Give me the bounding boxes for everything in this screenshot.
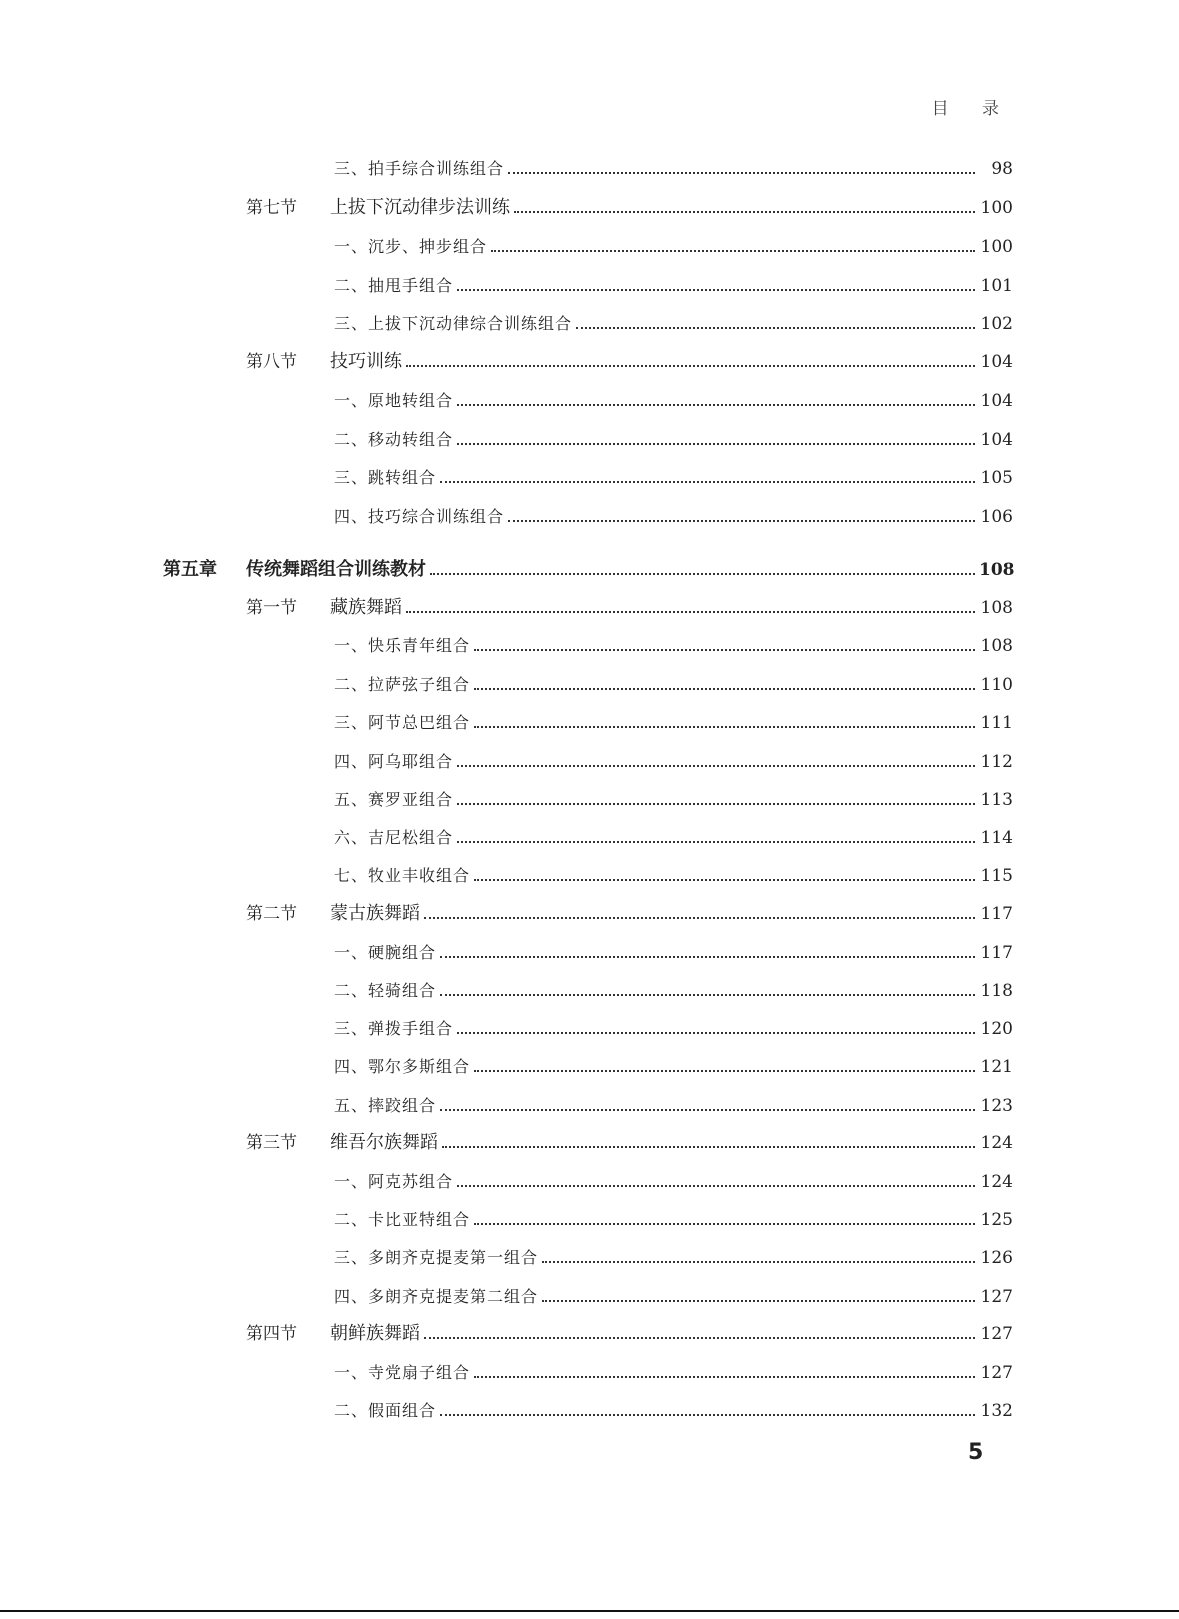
entry-page-number: 115 [980,866,1013,886]
dot-leader [430,573,975,575]
toc-entry[interactable] [0,744,1179,774]
toc-entry[interactable] [0,935,1179,965]
dot-leader [514,211,975,213]
toc-entry[interactable] [0,590,1179,620]
toc-entry[interactable] [0,552,1179,582]
toc-entry[interactable] [0,344,1179,374]
dot-leader [424,917,975,919]
entry-page-number: 104 [980,430,1013,450]
dot-leader [508,520,975,522]
dot-leader [457,1185,975,1187]
entry-page-number: 106 [980,507,1013,527]
entry-title: 二、移动转组合 [334,430,454,449]
dot-leader [542,1300,975,1302]
entry-page-number: 113 [980,790,1013,810]
entry-page-number: 117 [980,904,1013,924]
entry-title: 上拔下沉动律步法训练 [330,197,510,218]
entry-title: 二、抽甩手组合 [334,276,454,295]
entry-title: 六、吉尼松组合 [334,828,454,847]
dot-leader [457,1032,975,1034]
entry-page-number: 104 [980,352,1013,372]
entry-page-number: 123 [980,1096,1013,1116]
chapter-number: 第五章 [163,559,217,580]
toc-entry[interactable] [0,1164,1179,1194]
entry-page-number: 110 [980,675,1013,695]
dot-leader [406,365,975,367]
dot-leader [440,1109,975,1111]
dot-leader [442,1146,975,1148]
entry-page-number: 117 [980,943,1013,963]
toc-entry[interactable] [0,1125,1179,1155]
entry-title: 一、原地转组合 [334,391,454,410]
entry-page-number: 114 [980,828,1013,848]
toc-entry[interactable] [0,667,1179,697]
entry-title: 四、阿乌耶组合 [334,752,454,771]
entry-title: 一、沉步、抻步组合 [334,237,488,256]
toc-entry[interactable] [0,1355,1179,1385]
dot-leader [508,172,975,174]
dot-leader [440,1414,975,1416]
entry-title: 二、轻骑组合 [334,981,437,1000]
entry-page-number: 101 [980,276,1013,296]
entry-title: 三、拍手综合训练组合 [334,159,505,178]
entry-page-number: 127 [980,1287,1013,1307]
section-number: 第一节 [246,598,297,618]
entry-title: 四、技巧综合训练组合 [334,507,505,526]
section-number: 第八节 [246,352,297,372]
toc-entry[interactable] [0,973,1179,1003]
toc-entry[interactable] [0,190,1179,220]
dot-leader [474,726,975,728]
toc-entry[interactable] [0,229,1179,259]
entry-title: 三、上拔下沉动律综合训练组合 [334,314,573,333]
toc-entry[interactable] [0,499,1179,529]
entry-title: 藏族舞蹈 [330,597,402,618]
page-number: 5 [968,1440,984,1465]
toc-entry[interactable] [0,151,1179,181]
toc-entry[interactable] [0,1088,1179,1118]
entry-title: 技巧训练 [330,351,402,372]
entry-title: 一、快乐青年组合 [334,636,471,655]
entry-page-number: 108 [980,636,1013,656]
entry-page-number: 112 [980,752,1013,772]
entry-page-number: 104 [980,391,1013,411]
toc-entry[interactable] [0,896,1179,926]
dot-leader [474,649,975,651]
dot-leader [424,1337,975,1339]
entry-title: 一、寺党扇子组合 [334,1363,471,1382]
entry-page-number: 124 [980,1172,1013,1192]
toc-entry[interactable] [0,422,1179,452]
toc-entry[interactable] [0,1049,1179,1079]
entry-title: 三、多朗齐克提麦第一组合 [334,1248,539,1267]
section-number: 第三节 [246,1133,297,1153]
toc-entry[interactable] [0,1279,1179,1309]
bottom-rule [0,1610,1179,1612]
entry-title: 传统舞蹈组合训练教材 [246,559,426,580]
dot-leader [542,1261,975,1263]
toc-entry[interactable] [0,820,1179,850]
entry-page-number: 120 [980,1019,1013,1039]
toc-entry[interactable] [0,268,1179,298]
section-number: 第七节 [246,198,297,218]
entry-page-number: 98 [991,159,1013,179]
section-number: 第四节 [246,1324,297,1344]
entry-page-number: 127 [980,1324,1013,1344]
dot-leader [457,841,975,843]
dot-leader [474,1070,975,1072]
entry-page-number: 127 [980,1363,1013,1383]
entry-page-number: 118 [980,981,1013,1001]
dot-leader [457,289,975,291]
dot-leader [457,443,975,445]
entry-page-number: 102 [980,314,1013,334]
dot-leader [440,481,975,483]
entry-title: 三、跳转组合 [334,468,437,487]
dot-leader [457,404,975,406]
toc-entry[interactable] [0,1393,1179,1423]
dot-leader [474,879,975,881]
toc-entry[interactable] [0,460,1179,490]
dot-leader [457,765,975,767]
section-number: 第二节 [246,904,297,924]
entry-title: 蒙古族舞蹈 [330,903,420,924]
dot-leader [474,1223,975,1225]
entry-title: 二、拉萨弦子组合 [334,675,471,694]
entry-title: 七、牧业丰收组合 [334,866,471,885]
dot-leader [457,803,975,805]
entry-page-number: 132 [980,1401,1013,1421]
entry-title: 四、鄂尔多斯组合 [334,1057,471,1076]
entry-title: 三、阿节总巴组合 [334,713,471,732]
entry-title: 一、阿克苏组合 [334,1172,454,1191]
entry-page-number: 100 [980,198,1013,218]
entry-title: 二、假面组合 [334,1401,437,1420]
entry-title: 三、弹拨手组合 [334,1019,454,1038]
dot-leader [406,611,975,613]
entry-title: 五、摔跤组合 [334,1096,437,1115]
entry-page-number: 108 [979,560,1015,580]
entry-title: 一、硬腕组合 [334,943,437,962]
dot-leader [440,994,975,996]
entry-page-number: 100 [980,237,1013,257]
entry-title: 四、多朗齐克提麦第二组合 [334,1287,539,1306]
toc-entry[interactable] [0,628,1179,658]
toc-entry[interactable] [0,705,1179,735]
entry-page-number: 111 [980,713,1013,733]
dot-leader [474,1376,975,1378]
entry-title: 五、赛罗亚组合 [334,790,454,809]
entry-title: 维吾尔族舞蹈 [330,1132,438,1153]
dot-leader [491,250,975,252]
toc-entry[interactable] [0,1240,1179,1270]
entry-page-number: 125 [980,1210,1013,1230]
dot-leader [474,688,975,690]
running-header: 目 录 [931,99,1013,119]
toc-entry[interactable] [0,782,1179,812]
toc-entry[interactable] [0,1316,1179,1346]
dot-leader [440,956,975,958]
entry-page-number: 121 [980,1057,1013,1077]
toc-entry[interactable] [0,383,1179,413]
toc-entry[interactable] [0,306,1179,336]
entry-page-number: 126 [980,1248,1013,1268]
dot-leader [576,327,975,329]
entry-title: 二、卡比亚特组合 [334,1210,471,1229]
toc-entry[interactable] [0,1011,1179,1041]
entry-page-number: 105 [980,468,1013,488]
entry-title: 朝鲜族舞蹈 [330,1323,420,1344]
entry-page-number: 108 [980,598,1013,618]
entry-page-number: 124 [980,1133,1013,1153]
toc-entry[interactable] [0,858,1179,888]
toc-entry[interactable] [0,1202,1179,1232]
